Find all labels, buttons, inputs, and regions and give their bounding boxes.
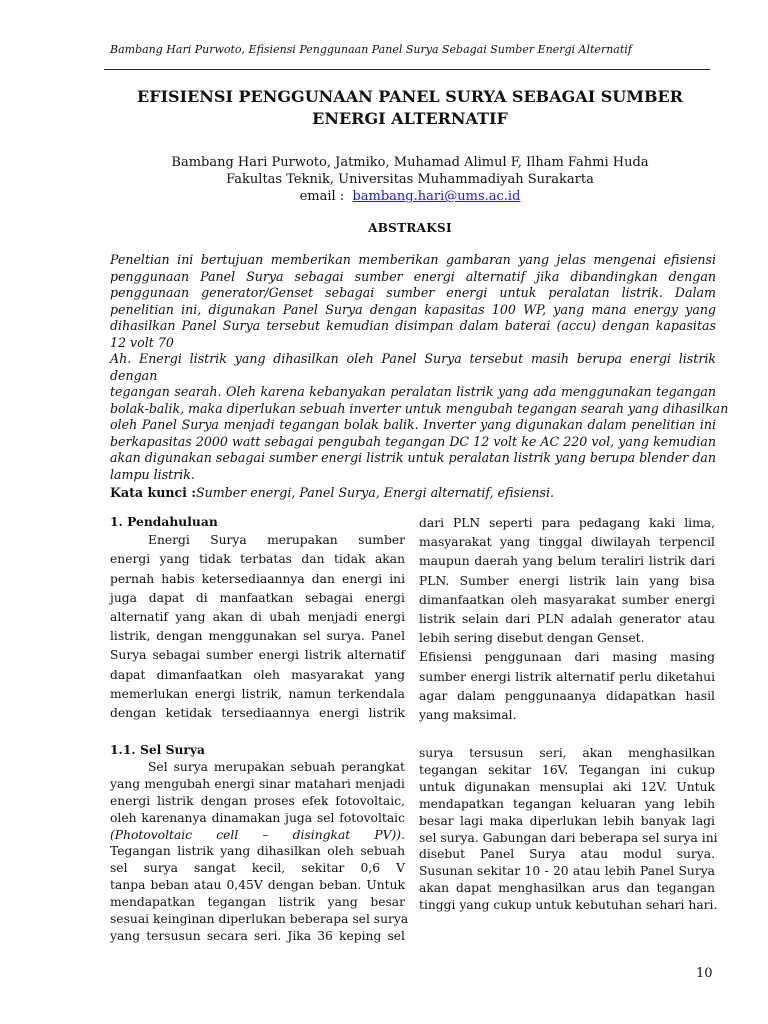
keywords-label: Kata kunci : (110, 485, 196, 500)
author-block (110, 154, 710, 205)
keywords-text: Sumber energi, Panel Surya, Energi alternatif, efisiensi. (196, 485, 555, 500)
section1-left-column (110, 512, 405, 723)
body-line: mendapatkan tegangan listrik yang besar (110, 895, 405, 910)
body-line: tegangan sekitar 16V. Tegangan ini cukup (419, 762, 715, 777)
abstract-line: penelitian ini, digunakan Panel Surya dengan kapasitas 100 WP, yang mana energy yang (110, 301, 716, 317)
abstract-body (110, 252, 729, 483)
abstract-line: oleh Panel Surya menjadi tegangan bolak balik. Inverter yang digunakan dalam penelitian ini (110, 417, 716, 432)
body-line: disebut Panel Surya atau modul surya. (419, 847, 715, 862)
body-line: alternatif yang akan di ubah menjadi energi (110, 610, 405, 625)
author-names: Bambang Hari Purwoto, Jatmiko, Muhamad Alimul F, Ilham Fahmi Huda (171, 155, 649, 170)
abstract-line: penggunaan generator/Genset sebagai sumber energi untuk peralatan listrik. Dalam (110, 285, 716, 300)
abstract-line: 12 volt 70 (110, 334, 174, 350)
body-line: sel surya sangat kecil, sekitar 0,6 V (110, 861, 405, 876)
body-line: listrik selain dari PLN adalah generator atau (419, 612, 715, 627)
body-line: energi yang tidak terbatas dan tidak akan (110, 552, 405, 567)
email-label: email : (299, 189, 349, 204)
body-line: energi listrik dengan proses efek fotovoltaic, (110, 793, 405, 808)
body-line: yang mengubah energi sinar matahari menjadi (110, 776, 405, 791)
section11-left-column (110, 742, 409, 945)
title-line: ENERGI ALTERNATIF (312, 109, 508, 128)
body-line: dapat dimanfaatkan oleh masyarakat yang (110, 667, 405, 682)
body-line: Efisiensi penggunaan dari masing masing (419, 650, 715, 665)
body-line: sel surya. Gabungan dari beberapa sel surya ini (419, 830, 718, 845)
abstract-line: akan digunakan sebagai sumber energi listrik untuk peralatan listrik yang berupa blender dan (110, 450, 716, 465)
section-heading: 1. Pendahuluan (110, 514, 218, 529)
keywords (110, 485, 716, 500)
section-heading: 1.1. Sel Surya (110, 742, 206, 757)
body-line: dimanfaatkan oleh masyarakat sumber energi (419, 592, 715, 607)
body-line: agar dalam penggunaanya didapatkan hasil (419, 688, 715, 703)
abstract-line: lampu listrik. (110, 466, 195, 482)
body-line: lebih sering disebut dengan Genset. (419, 631, 645, 646)
body-line: memerlukan energi listrik, namun terkendala (110, 686, 405, 701)
body-line: Tegangan listrik yang dihasilkan oleh sebuah (110, 844, 405, 859)
abstract-heading: ABSTRAKSI (368, 221, 452, 235)
abstract-line: penggunaan Panel Surya sebagai sumber energi alternatif jika dibandingkan dengan (110, 268, 716, 284)
body-line: yang tersusun secara seri. Jika 36 keping sel (110, 928, 405, 943)
abstract-line: dengan (110, 367, 158, 383)
body-line: sumber energi listrik alternatif perlu diketahui (419, 669, 715, 684)
header-rule (104, 69, 710, 70)
body-line: mendapatkan tegangan keluaran yang lebih (419, 796, 715, 811)
section11-right-column (419, 745, 718, 914)
body-line: dengan ketidak tersediaannya energi listrik (110, 706, 405, 721)
author-email (110, 188, 710, 205)
body-line: Energi Surya merupakan sumber (148, 533, 405, 548)
body-line: Surya sebagai sumber energi listrik alternatif (110, 648, 405, 663)
title-line: EFISIENSI PENGGUNAAN PANEL SURYA SEBAGAI SUMBER (137, 87, 683, 106)
abstract-line: Peneltian ini bertujuan memberikan memberikan gambaran yang jelas mengenai efisiensi (110, 252, 716, 267)
abstract-line: dihasilkan Panel Surya tersebut kemudian disimpan dalam baterai (accu) dengan kapasitas (110, 318, 716, 333)
abstract-line: Ah. Energi listrik yang dihasilkan oleh Panel Surya tersebut masih berupa energi listrik (110, 351, 716, 366)
body-line: surya tersusun seri, akan menghasilkan (419, 746, 715, 760)
body-line: yang maksimal. (419, 708, 517, 723)
abstract-line: bolak-balik, maka diperlukan sebuah inverter untuk mengubah tegangan searah yang dihasilkan (110, 400, 729, 416)
body-line: sesuai keinginan diperlukan beberapa sel surya (110, 912, 409, 927)
body-line: (Photovoltaic cell – disingkat PV)). (110, 827, 405, 842)
body-line: dari PLN seperti para pedagang kaki lima, (419, 516, 715, 530)
paper-title (110, 86, 710, 130)
abstract-line: tegangan searah. Oleh karena kebanyakan peralatan listrik yang ada menggunakan tegangan (110, 384, 716, 399)
body-line: Susunan sekitar 10 - 20 atau lebih Panel Surya (419, 864, 715, 879)
body-line: akan dapat menghasilkan arus dan tegangan (419, 881, 715, 896)
email-link[interactable]: bambang.hari@ums.ac.id (352, 189, 521, 204)
page-number: 10 (696, 966, 713, 981)
body-line: Sel surya merupakan sebuah perangkat (148, 759, 405, 774)
body-line: tanpa beban atau 0,45V dengan beban. Untuk (110, 878, 405, 893)
body-line: pernah habis ketersediaannya dan energi ini (110, 571, 405, 586)
body-line: PLN. Sumber energi listrik lain yang bisa (419, 573, 715, 588)
body-line: listrik, dengan menggunakan sel surya. Panel (110, 629, 405, 644)
running-head: Bambang Hari Purwoto, Efisiensi Penggunaan Panel Surya Sebagai Sumber Energi Alternatif (110, 43, 632, 56)
abstract-line: berkapasitas 2000 watt sebagai pengubah tegangan DC 12 volt ke AC 220 vol, yang kemudian (110, 433, 716, 449)
body-line: masyarakat yang tinggal diwilayah terpencil (419, 535, 715, 550)
body-line: besar lagi maka diperlukan lebih banyak lagi (419, 813, 715, 828)
section1-right-column (419, 514, 715, 725)
body-line: maupun daerah yang belum teraliri listrik dari (419, 554, 715, 569)
body-line: oleh karenanya dinamakan juga sel fotovoltaic (110, 810, 405, 825)
body-line: tinggi yang cukup untuk kebutuhan sehari hari. (419, 898, 718, 913)
body-line: juga dapat di manfaatkan sebagai energi (110, 590, 405, 605)
author-affiliation: Fakultas Teknik, Universitas Muhammadiyah Surakarta (226, 172, 594, 187)
body-line: untuk digunakan mensuplai aki 12V. Untuk (419, 779, 715, 794)
